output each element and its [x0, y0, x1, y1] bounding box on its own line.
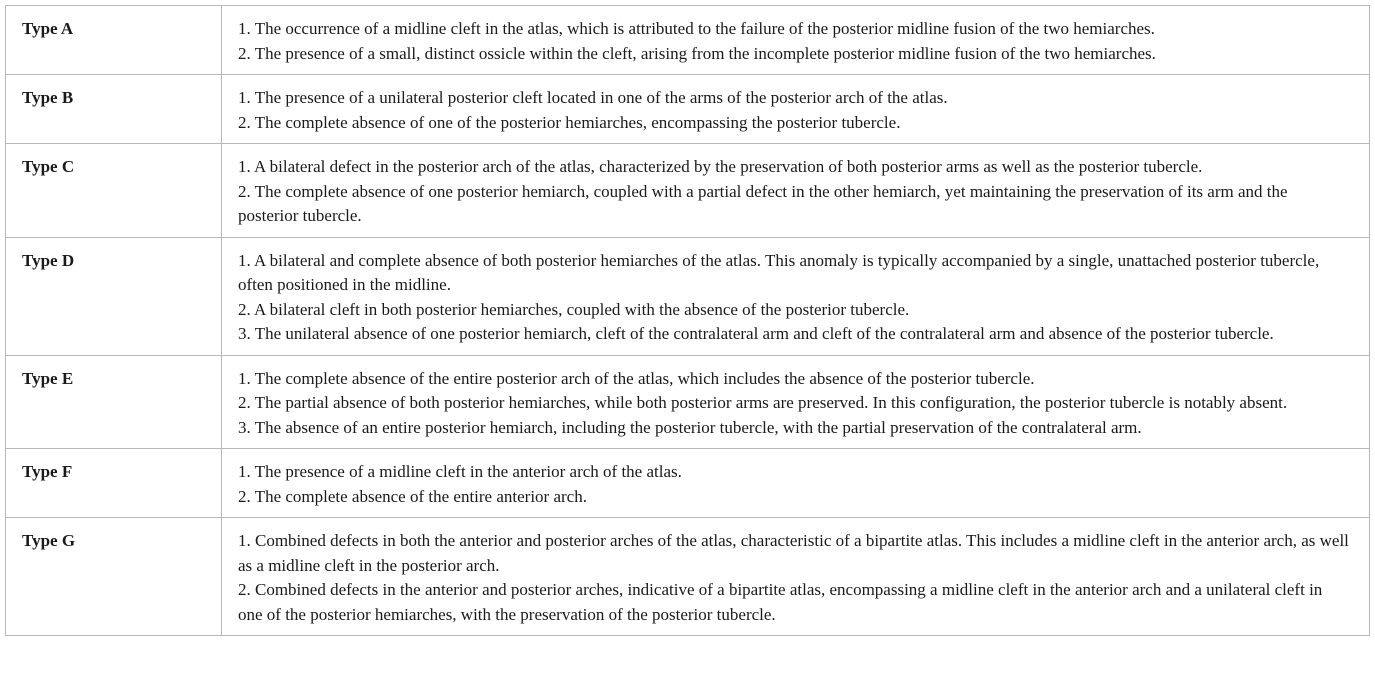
description-item: 2. The complete absence of one posterior hemiarch, coupled with a partial defect in the other hemiarch, yet maintaining the preservation of its arm and the posterior tubercle. [238, 181, 1288, 225]
type-label: Type G [6, 518, 222, 636]
table-body [6, 6, 1370, 636]
type-label: Type C [6, 144, 222, 238]
type-label: Type E [6, 355, 222, 449]
type-label: Type D [6, 237, 222, 355]
description-item: 2. Combined defects in the anterior and posterior arches, indicative of a bipartite atlas, encompassing a midline cleft in the anterior arch and a unilateral cleft in one of the posterior hemiarches, with the preservation of the posterior tubercle. [238, 580, 1323, 624]
type-label: Type F [6, 449, 222, 518]
description-item: 2. A bilateral cleft in both posterior hemiarches, coupled with the absence of the posterior tubercle. [238, 299, 910, 319]
description-item: 1. Combined defects in both the anterior and posterior arches of the atlas, characteristic of a bipartite atlas. This includes a midline cleft in the anterior arch, as well as a midline cleft in the posterior arch. [238, 531, 1349, 575]
type-label: Type B [6, 75, 222, 144]
classification-table [5, 5, 1370, 636]
description-item: 1. The complete absence of the entire posterior arch of the atlas, which includes the absence of the posterior tubercle. [238, 368, 1035, 388]
description-cell [222, 75, 1370, 144]
description-cell [222, 237, 1370, 355]
table-row [6, 518, 1370, 636]
description-cell [222, 6, 1370, 75]
description-item: 1. The presence of a midline cleft in the anterior arch of the atlas. [238, 462, 682, 481]
table-row [6, 237, 1370, 355]
table-row [6, 449, 1370, 518]
description-item: 2. The partial absence of both posterior hemiarches, while both posterior arms are preserved. In this configuration, the posterior tubercle is notably absent. [238, 393, 1288, 412]
description-item: 3. The unilateral absence of one posterior hemiarch, cleft of the contralateral arm and cleft of the contralateral arm and absence of the posterior tubercle. [238, 324, 1274, 343]
description-item: 1. The presence of a unilateral posterior cleft located in one of the arms of the posterior arch of the atlas. [238, 88, 948, 107]
description-cell [222, 355, 1370, 449]
description-item: 1. A bilateral and complete absence of both posterior hemiarches of the atlas. This anomaly is typically accompanied by a single, unattached posterior tubercle, often positioned in the midline. [238, 250, 1320, 294]
type-label: Type A [6, 6, 222, 75]
description-cell [222, 449, 1370, 518]
table-row [6, 355, 1370, 449]
description-item: 3. The absence of an entire posterior hemiarch, including the posterior tubercle, with the partial preservation of the contralateral arm. [238, 417, 1142, 437]
description-cell [222, 518, 1370, 636]
description-cell [222, 144, 1370, 238]
description-item: 2. The complete absence of one of the posterior hemiarches, encompassing the posterior tubercle. [238, 112, 901, 132]
description-item: 2. The complete absence of the entire anterior arch. [238, 486, 587, 506]
description-item: 2. The presence of a small, distinct ossicle within the cleft, arising from the incomplete posterior midline fusion of the two hemiarches. [238, 43, 1156, 63]
table-row [6, 6, 1370, 75]
table-row [6, 144, 1370, 238]
description-item: 1. A bilateral defect in the posterior arch of the atlas, characterized by the preservation of both posterior arms as well as the posterior tubercle. [238, 157, 1203, 176]
table-row [6, 75, 1370, 144]
description-item: 1. The occurrence of a midline cleft in the atlas, which is attributed to the failure of the posterior midline fusion of the two hemiarches. [238, 19, 1155, 38]
